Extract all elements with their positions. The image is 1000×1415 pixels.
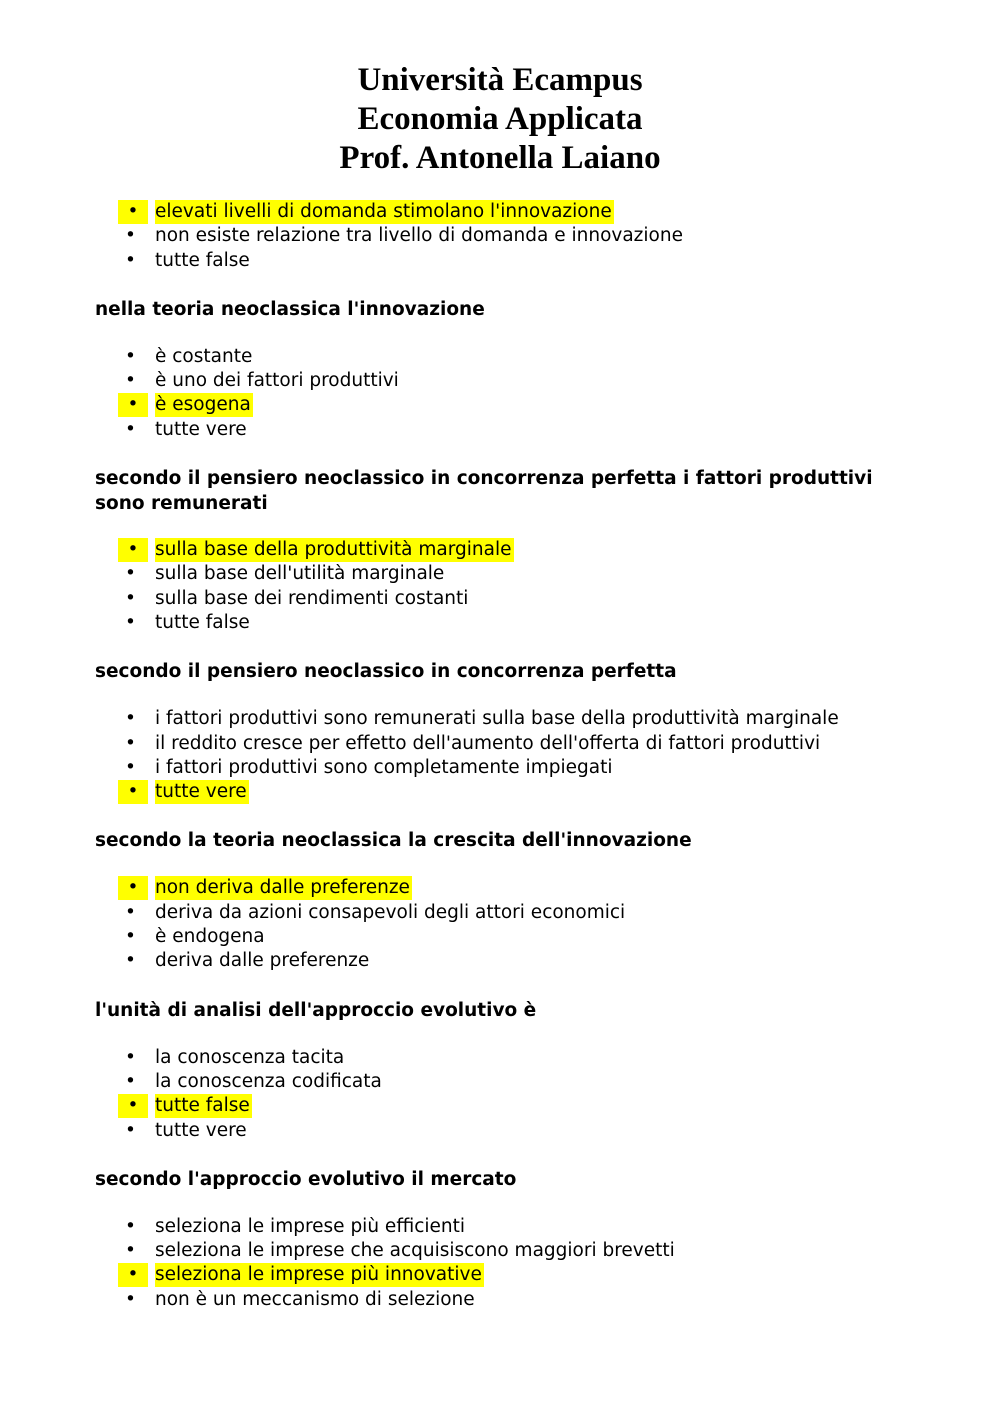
answer-option (95, 756, 925, 780)
bullet-icon: • (125, 901, 136, 923)
answer-list (95, 707, 925, 804)
bullet-icon: • (125, 249, 136, 271)
question-text: nella teoria neoclassica l'innovazione (95, 298, 485, 320)
answer-list (95, 200, 925, 273)
answer-option (95, 1239, 925, 1263)
answer-option (95, 369, 925, 393)
answer-list (95, 876, 925, 973)
answer-option-highlighted (95, 200, 925, 224)
answer-text: è costante (155, 345, 253, 367)
answer-option (95, 925, 925, 949)
question-text: secondo il pensiero neoclassico in concorrenza perfetta (95, 661, 677, 683)
bullet-icon: • (125, 587, 136, 609)
answer-text: tutte vere (155, 1119, 247, 1141)
course-title: Economia Applicata (357, 101, 643, 137)
answer-text: non esiste relazione tra livello di domanda e innovazione (155, 225, 683, 247)
bullet-icon: • (118, 393, 148, 417)
answer-text: seleziona le imprese più innovative (155, 1264, 482, 1286)
answer-text: è endogena (155, 926, 265, 948)
answer-text: elevati livelli di domanda stimolano l'innovazione (155, 201, 612, 222)
answer-option (95, 345, 925, 369)
answer-option-highlighted (95, 393, 925, 417)
answer-text: è uno dei fattori produttivi (155, 370, 399, 392)
answer-text: tutte false (155, 1095, 250, 1117)
answer-option-highlighted (95, 780, 925, 804)
answer-option (95, 1046, 925, 1070)
bullet-icon: • (118, 200, 148, 224)
bullet-icon: • (125, 345, 136, 367)
bullet-icon: • (125, 756, 136, 778)
answer-text: tutte false (155, 249, 250, 271)
answer-option (95, 224, 925, 248)
answer-option (95, 732, 925, 756)
bullet-icon: • (118, 538, 148, 562)
answer-option (95, 611, 925, 635)
answer-text: sulla base dei rendimenti costanti (155, 587, 469, 609)
answer-option-highlighted (95, 876, 925, 900)
answer-text: non è un meccanismo di selezione (155, 1288, 475, 1310)
answer-option (95, 1070, 925, 1094)
answer-text: deriva dalle preferenze (155, 950, 370, 972)
answer-text: è esogena (155, 394, 251, 416)
answer-list (95, 345, 925, 442)
answer-text: non deriva dalle preferenze (155, 877, 410, 899)
bullet-icon: • (125, 926, 136, 948)
answer-text: il reddito cresce per effetto dell'aumento dell'offerta di fattori produttivi (155, 732, 821, 754)
answer-text: i fattori produttivi sono remunerati sulla base della produttività marginale (155, 708, 839, 730)
bullet-icon: • (125, 418, 136, 440)
answer-list (95, 1215, 925, 1312)
answer-text: seleziona le imprese più efficienti (155, 1215, 466, 1237)
answer-option (95, 1288, 925, 1312)
answer-option (95, 1215, 925, 1239)
answer-option (95, 562, 925, 586)
answer-text: tutte vere (155, 418, 247, 440)
answer-text: sulla base della produttività marginale (155, 539, 512, 561)
bullet-icon: • (118, 1263, 148, 1287)
answer-option (95, 1119, 925, 1143)
bullet-icon: • (118, 1094, 148, 1118)
answer-option-highlighted (95, 538, 925, 562)
answer-option (95, 418, 925, 442)
answer-option (95, 249, 925, 273)
bullet-icon: • (125, 1119, 136, 1141)
bullet-icon: • (125, 611, 136, 633)
answer-option-highlighted (95, 1263, 925, 1287)
bullet-icon: • (125, 1215, 136, 1237)
answer-text: tutte vere (155, 781, 247, 803)
bullet-icon: • (125, 708, 136, 730)
answer-list (95, 1046, 925, 1143)
answer-option (95, 587, 925, 611)
answer-text: seleziona le imprese che acquisiscono maggiori brevetti (155, 1240, 675, 1262)
answer-option (95, 901, 925, 925)
question-text: secondo la teoria neoclassica la crescita dell'innovazione (95, 830, 692, 852)
bullet-icon: • (125, 225, 136, 247)
bullet-icon: • (125, 1070, 136, 1092)
bullet-icon: • (125, 370, 136, 392)
bullet-icon: • (118, 780, 148, 804)
document-header (0, 61, 1000, 178)
question-text: secondo il pensiero neoclassico in concorrenza perfetta i fattori produttivi sono remunerati (95, 468, 873, 515)
answer-text: la conoscenza tacita (155, 1046, 345, 1068)
answer-option (95, 707, 925, 731)
professor-name: Prof. Antonella Laiano (339, 140, 661, 176)
quiz-content (95, 200, 925, 1312)
bullet-icon: • (118, 876, 148, 900)
bullet-icon: • (125, 732, 136, 754)
bullet-icon: • (125, 950, 136, 972)
bullet-icon: • (125, 1240, 136, 1262)
bullet-icon: • (125, 1046, 136, 1068)
university-name: Università Ecampus (357, 62, 643, 98)
answer-text: sulla base dell'utilità marginale (155, 563, 445, 585)
question-text: secondo l'approccio evolutivo il mercato (95, 1168, 517, 1190)
question-text: l'unità di analisi dell'approccio evolutivo è (95, 999, 537, 1021)
answer-text: deriva da azioni consapevoli degli attori economici (155, 901, 626, 923)
bullet-icon: • (125, 1288, 136, 1310)
answer-option-highlighted (95, 1094, 925, 1118)
answer-text: la conoscenza codificata (155, 1070, 382, 1092)
bullet-icon: • (125, 563, 136, 585)
answer-list (95, 538, 925, 635)
answer-text: i fattori produttivi sono completamente impiegati (155, 756, 613, 778)
answer-option (95, 949, 925, 973)
answer-text: tutte false (155, 611, 250, 633)
